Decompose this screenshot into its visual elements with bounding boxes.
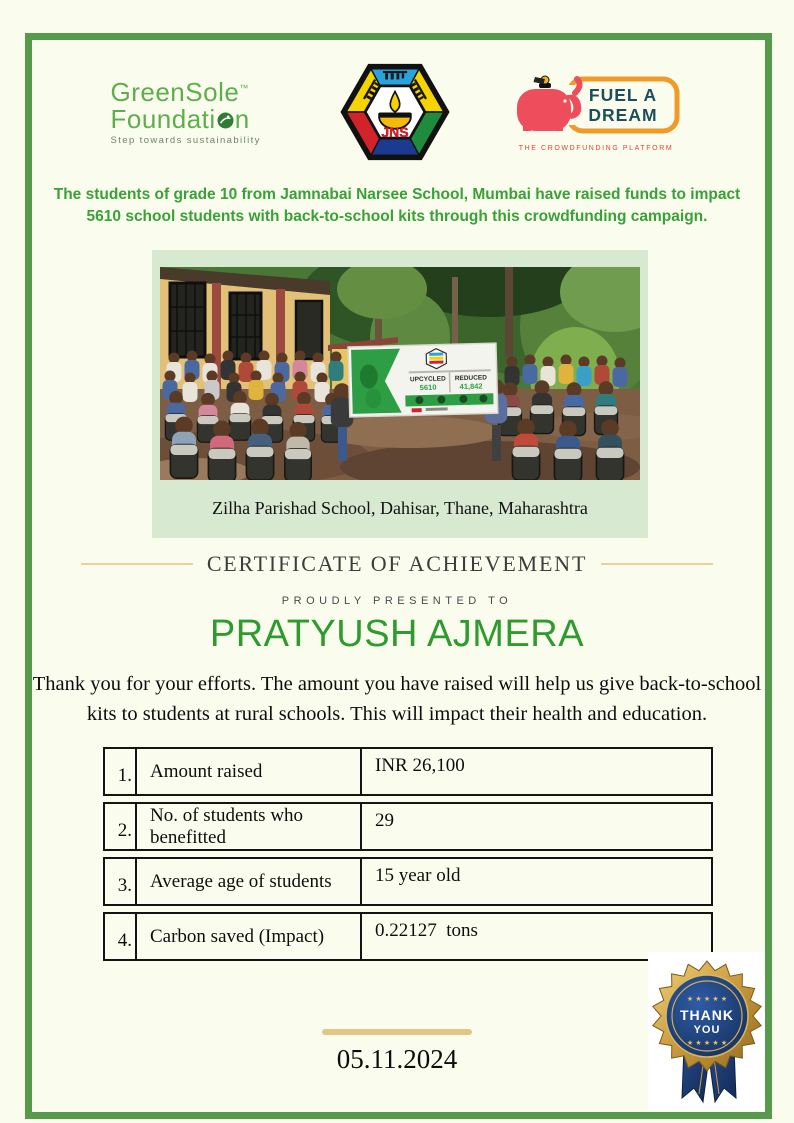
certificate-heading-row <box>0 551 794 577</box>
row-number: 3. <box>105 859 137 904</box>
impact-table <box>103 747 713 967</box>
fuel-a-dream-logo <box>509 73 684 152</box>
fuel-a-dream-tagline: THE CROWDFUNDING PLATFORM <box>518 144 674 152</box>
presented-to-label: PROUDLY PRESENTED TO <box>281 595 513 607</box>
table-row <box>103 747 713 796</box>
badge-stars-bottom: ★ ★ ★ ★ ★ <box>686 1039 728 1047</box>
foundation-wordmark: Foundati <box>110 103 216 134</box>
row-label: Carbon saved (Impact) <box>137 914 362 959</box>
row-value: 0.22127 tons <box>375 920 478 941</box>
table-row <box>103 802 713 851</box>
badge-you-text: YOU <box>693 1024 721 1036</box>
row-label: Average age of students <box>137 859 362 904</box>
date-text: 05.11.2024 <box>336 1044 458 1074</box>
table-row <box>103 912 713 961</box>
row-number: 1. <box>105 749 137 794</box>
banner-upcycled-label: UPCYCLED <box>409 375 446 384</box>
row-label: No. of students who benefitted <box>137 804 362 849</box>
campaign-banner <box>348 343 498 417</box>
row-label: Amount raised <box>137 749 362 794</box>
campaign-statement: The students of grade 10 from Jamnabai Narsee School, Mumbai have raised funds to impact 5610 school students with back-to-school kits through this crowdfunding campaign. <box>53 186 741 225</box>
dream-text: DREAM <box>587 104 658 125</box>
greensole-tagline: Step towards sustainability <box>110 134 261 146</box>
thank-you-badge-icon <box>648 952 765 1110</box>
row-number: 4. <box>105 914 137 959</box>
thank-you-message: Thank you for your efforts. The amount you have raised will help us give back-to-school kits to students at rural schools. This will impact their health and education. <box>32 673 762 725</box>
badge-thank-text: THANK <box>680 1007 734 1023</box>
certificate-title: CERTIFICATE OF ACHIEVEMENT <box>206 551 588 576</box>
banner-upcycled-value: 5610 <box>419 382 437 393</box>
photo-card <box>152 250 648 538</box>
right-rule <box>601 563 713 565</box>
badge-stars-top: ★ ★ ★ ★ ★ <box>686 995 728 1003</box>
fuel-a-dream-icon <box>509 73 684 137</box>
trademark-symbol: ™ <box>239 82 249 93</box>
date-rule <box>322 1029 472 1035</box>
greensole-wordmark: GreenSole <box>110 76 240 107</box>
table-row <box>103 857 713 906</box>
globe-leaf-icon <box>217 112 234 129</box>
header-logos <box>0 56 794 168</box>
photo-caption: Zilha Parishad School, Dahisar, Thane, Maharashtra <box>212 498 588 518</box>
row-number: 2. <box>105 804 137 849</box>
jns-label: JNS <box>380 124 409 141</box>
fuel-a-text: FUEL A <box>588 84 657 105</box>
row-value: INR 26,100 <box>375 755 465 776</box>
banner-reduced-label: REDUCED <box>454 374 488 383</box>
greensole-foundation-logo: GreenSole™ Foundati n Step towards sustainability <box>111 79 281 146</box>
banner-reduced-value: 41,842 <box>459 381 483 392</box>
jns-hexagon-icon <box>339 56 451 168</box>
school-group-photo <box>160 267 640 480</box>
row-value: 15 year old <box>375 865 461 886</box>
jns-school-emblem <box>339 56 451 168</box>
row-value: 29 <box>375 810 394 831</box>
awardee-name: PRATYUSH AJMERA <box>209 613 585 655</box>
left-rule <box>81 563 193 565</box>
thank-you-badge <box>648 952 765 1110</box>
